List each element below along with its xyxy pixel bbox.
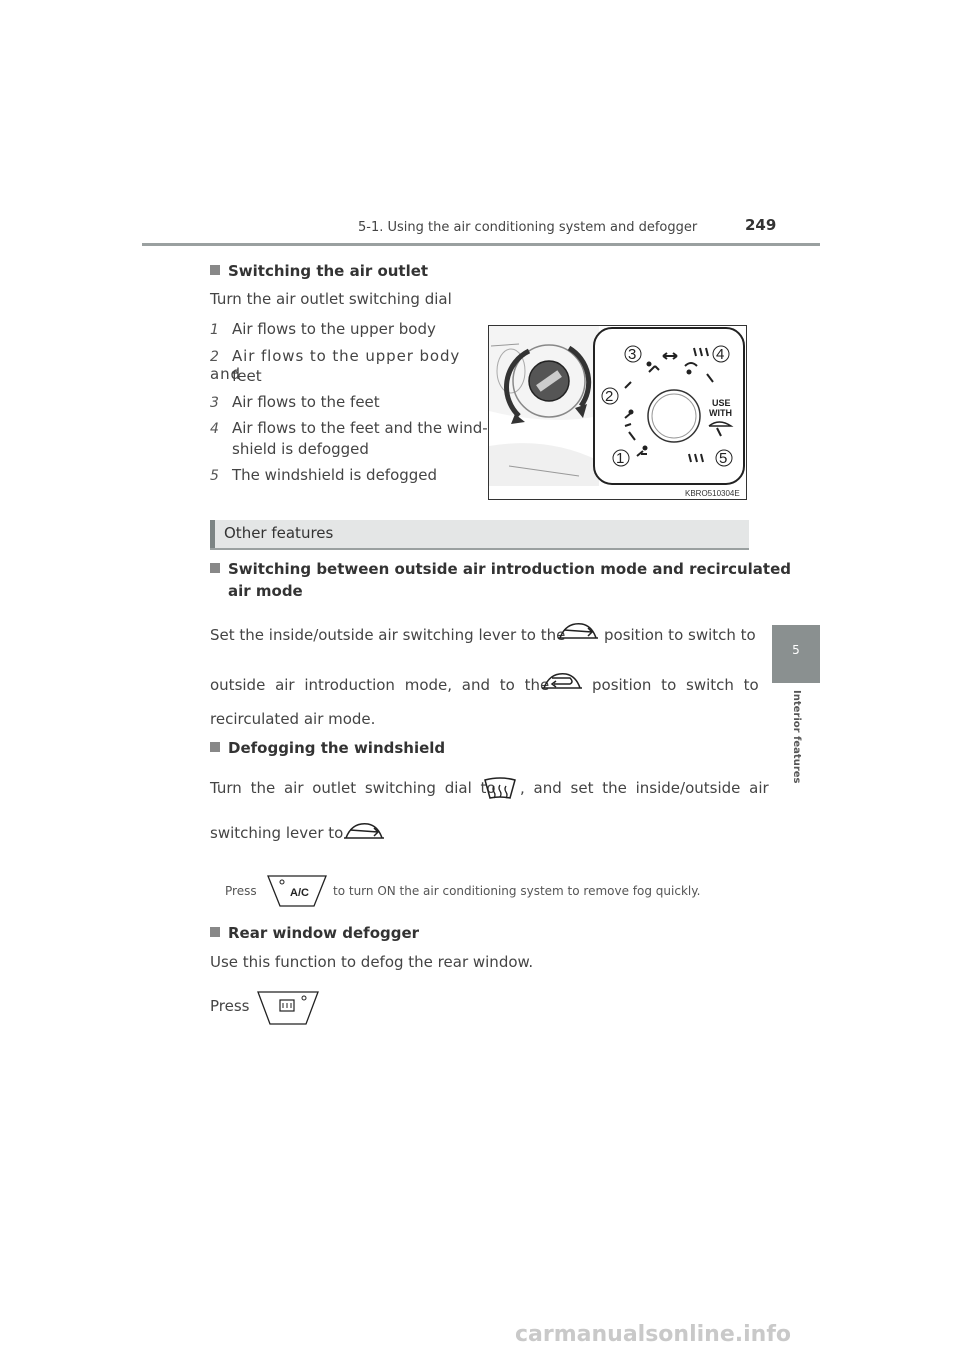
chapter-title: Interior features [791, 690, 802, 784]
callout-1: 1 [616, 450, 625, 467]
square-bullet-icon [210, 265, 220, 275]
use-label: USE [712, 398, 731, 408]
switching-line-2a: outside air introduction mode, and to the [210, 676, 550, 694]
watermark: carmanualsonline.info [515, 1322, 791, 1347]
item-number: 3 [210, 395, 219, 411]
callout-5: 5 [719, 450, 728, 467]
section-header-other-features [210, 520, 749, 550]
outlet-heading [210, 262, 428, 280]
dial-illustration [489, 326, 746, 499]
chapter-tab: 5 [772, 625, 820, 683]
defog-note-text: to turn ON the air conditioning system to remove fog quickly. [333, 884, 701, 898]
rear-line-2: Press [210, 997, 250, 1015]
defog-line-1a: Turn the air outlet switching dial to [210, 779, 496, 797]
outside-air-icon-2 [342, 818, 386, 848]
outlet-intro: Turn the air outlet switching dial [210, 290, 452, 308]
item-text: Air flows to the feet [232, 393, 380, 411]
defog-note-press: Press [225, 884, 257, 898]
item-text: Air flows to the feet and the wind- [232, 419, 488, 437]
callout-4: 4 [716, 346, 725, 363]
item-number: 2 [210, 349, 219, 365]
section-accent-bar [210, 520, 215, 548]
with-label: WITH [709, 408, 732, 418]
outlet-item-5 [210, 466, 437, 484]
outlet-item-4-cont: shield is defogged [232, 440, 369, 458]
rear-defog-button-icon [256, 990, 320, 1026]
running-header: 5-1. Using the air conditioning system and defogger [358, 220, 698, 235]
item-text: Air flows to the upper body and [210, 347, 461, 383]
outside-air-icon [556, 618, 600, 648]
switching-line-2b: position to switch to [592, 676, 759, 694]
windshield-defog-icon [482, 776, 518, 802]
switching-line-1b: position to switch to [604, 626, 756, 644]
air-outlet-dial-figure [488, 325, 747, 500]
defog-line-2: switching lever to [210, 824, 344, 842]
switching-line-1a: Set the inside/outside air switching lever to the [210, 626, 566, 644]
defog-heading [210, 739, 445, 757]
defog-heading-text: Defogging the windshield [228, 739, 446, 757]
item-number: 4 [210, 421, 219, 437]
square-bullet-icon [210, 742, 220, 752]
page-number: 249 [745, 216, 777, 234]
chapter-side-label [789, 690, 803, 784]
rear-heading-text: Rear window defogger [228, 924, 420, 942]
recirculated-air-icon [540, 668, 584, 698]
outlet-item-4 [210, 419, 488, 437]
item-number: 5 [210, 468, 219, 484]
item-text: The windshield is defogged [232, 466, 438, 484]
defog-line-1b: , and set the inside/outside air [520, 779, 769, 797]
outlet-item-1 [210, 320, 436, 338]
ac-button-icon [266, 874, 328, 908]
square-bullet-icon [210, 563, 220, 573]
item-number: 1 [210, 322, 219, 338]
rear-line-1: Use this function to defog the rear window. [210, 953, 534, 971]
switching-heading [210, 560, 791, 578]
callout-3: 3 [628, 346, 637, 363]
header-rule [142, 243, 820, 246]
switching-heading-l2: air mode [228, 582, 303, 600]
square-bullet-icon [210, 927, 220, 937]
ac-label: A/C [290, 887, 309, 899]
figure-code: KBRO510304E [685, 489, 740, 498]
section-title: Other features [224, 524, 334, 542]
switching-heading-l1: Switching between outside air introduction mode and recirculated [228, 560, 792, 578]
switching-line-3: recirculated air mode. [210, 710, 376, 728]
item-text: Air flows to the upper body [232, 320, 436, 338]
callout-2: 2 [605, 388, 614, 405]
outlet-heading-text: Switching the air outlet [228, 262, 429, 280]
outlet-item-3 [210, 393, 380, 411]
rear-heading [210, 924, 419, 942]
outlet-item-2-cont: feet [232, 367, 262, 385]
